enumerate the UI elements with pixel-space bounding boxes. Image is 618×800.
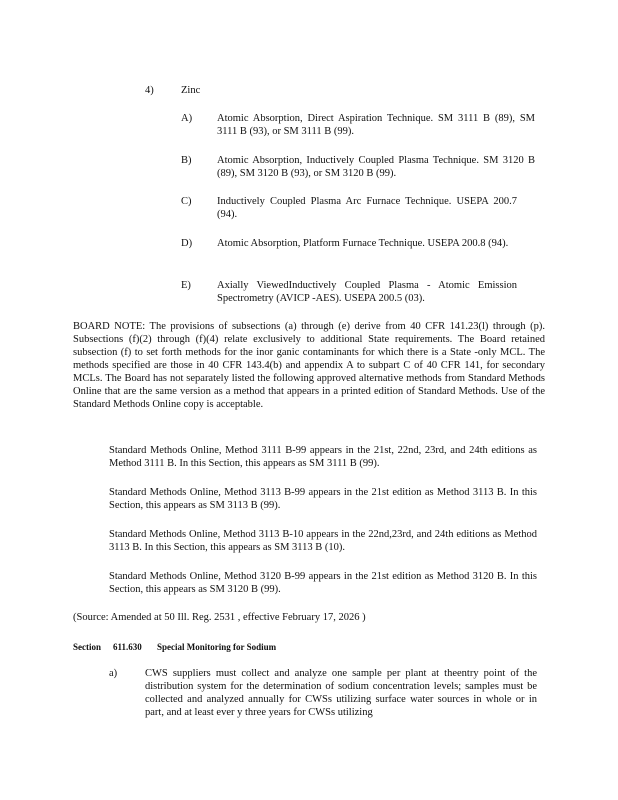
section-title: Special Monitoring for Sodium: [157, 642, 277, 652]
section-heading: [73, 641, 276, 654]
method-text: Inductively Coupled Plasma Arc Furnace Technique. USEPA 200.7 (94).: [217, 196, 517, 220]
method-text: Atomic Absorption, Direct Aspiration Technique. SM 3111 B (89), SM 3111 B (93), or SM 3111 B (99).: [217, 113, 535, 137]
sm-online-note: Standard Methods Online, Method 3113 B-99 appears in the 21st edition as Method 3113 B. In this Section, this appears as SM 3113 B (99).: [109, 487, 537, 511]
source-note: (Source: Amended at 50 Ill. Reg. 2531 , effective February 17, 2026 ): [73, 612, 366, 623]
subsection-letter: a): [109, 668, 118, 679]
sm-online-note: Standard Methods Online, Method 3113 B-10 appears in the 22nd,23rd, and 24th editions as Method 3113 B. In this Section, this appears as SM 3113 B (10).: [109, 529, 537, 553]
section-label: Section: [73, 642, 101, 652]
item-title: Zinc: [181, 85, 201, 96]
method-text: Atomic Absorption, Platform Furnace Technique. USEPA 200.8 (94).: [217, 238, 509, 249]
sm-online-note: Standard Methods Online, Method 3111 B-99 appears in the 21st, 22nd, 23rd, and 24th editions as Method 3111 B. In this Section, this appears as SM 3111 B (99).: [109, 445, 537, 469]
subsection-text: CWS suppliers must collect and analyze one sample per plant at theentry point of the distribution system for the determination of sodium concentration levels; samples must be collected and analyzed annually for CWSs utilizing surface water sources in whole or in part, and at least ever y three years for CWSs utilizing: [145, 668, 537, 718]
item-number: 4): [145, 85, 154, 96]
method-text: Atomic Absorption, Inductively Coupled Plasma Technique. SM 3120 B (89), SM 3120 B (93), or SM 3120 B (99).: [217, 155, 535, 179]
board-note: BOARD NOTE: The provisions of subsections (a) through (e) derive from 40 CFR 141.23(l) through (p). Subsections (f)(2) through (f)(4) relate exclusively to additional State requirements. The Board retained subsection (f) to set forth methods for the inor ganic contaminants for which there is a State -only MCL. The methods specified are those in 40 CFR 143.4(b) and appendix A to subpart C of 40 CFR 141, for secondary MCLs. The Board has not separately listed the following approved alternative methods from Standard Methods Online that are the same version as a method that appears in a printed edition of Standard Methods. Use of the Standard Methods Online copy is acceptable.: [73, 321, 545, 410]
method-letter: D): [181, 238, 193, 249]
method-letter: E): [181, 280, 191, 291]
method-text: Axially ViewedInductively Coupled Plasma - Atomic Emission Spectrometry (AVICP -AES). USEPA 200.5 (03).: [217, 280, 517, 304]
sm-online-note: Standard Methods Online, Method 3120 B-99 appears in the 21st edition as Method 3120 B. In this Section, this appears as SM 3120 B (99).: [109, 571, 537, 595]
method-letter: B): [181, 155, 192, 166]
section-number: 611.630: [113, 642, 142, 652]
method-letter: A): [181, 113, 193, 124]
method-letter: C): [181, 196, 192, 207]
